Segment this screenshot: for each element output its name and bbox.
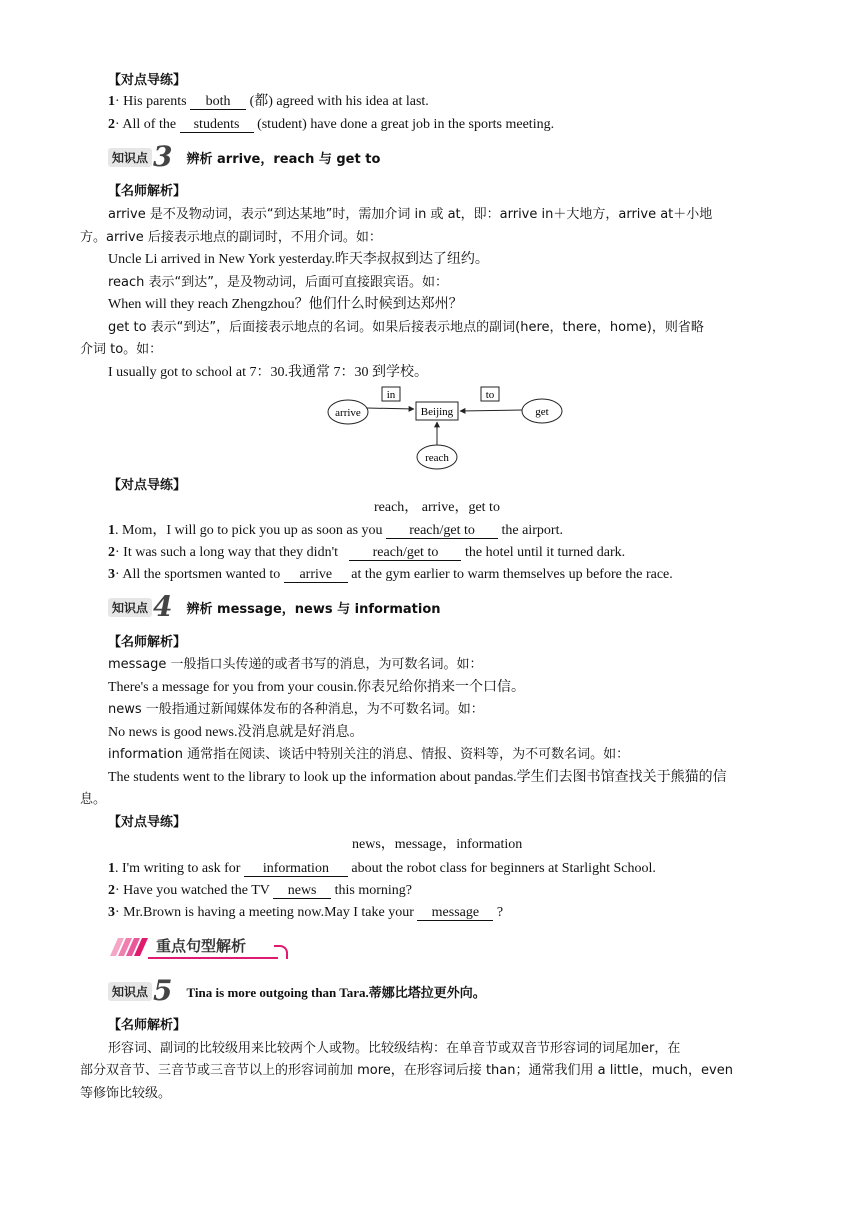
- practice-heading: 【对点导练】: [108, 478, 187, 493]
- question-3: 3· Mr.Brown is having a meeting now.May I take your message ?: [108, 905, 504, 920]
- question-number: 1: [108, 861, 115, 876]
- question-1: 1. I'm writing to ask for information about the robot class for beginners at Starlight School.: [108, 861, 656, 876]
- example-sentence: The students went to the library to look up the information about pandas.学生们去图书馆查找关于熊猫的信: [108, 770, 727, 785]
- question-text: about the robot class for beginners at Starlight School.: [351, 861, 656, 876]
- in-label: in: [386, 389, 396, 401]
- example-sentence: There's a message for you from your cousin.你表兄给你捎来一个口信。: [108, 680, 526, 695]
- stripes-icon: [108, 934, 148, 958]
- knowledge-point-title: Tina is more outgoing than Tara.蒂娜比塔拉更外向。: [186, 984, 486, 1000]
- question-number: 3: [108, 905, 115, 920]
- question-text: All of the: [122, 117, 177, 132]
- question-text: the hotel until it turned dark.: [464, 545, 626, 560]
- knowledge-point-tag: 知识点: [108, 148, 152, 167]
- question-text: (student) have done a great job in the sports meeting.: [257, 117, 555, 132]
- question-text: Mr.Brown is having a meeting now.May I take your: [123, 905, 414, 920]
- paragraph: 等修饰比较级。: [80, 1086, 172, 1101]
- question-number: 3: [108, 567, 115, 582]
- question-2: 2· It was such a long way that they didn't reach/get to the hotel until it turned dark.: [108, 545, 626, 560]
- paragraph: reach 表示“到达”，是及物动词，后面可直接跟宾语。如：: [108, 275, 449, 290]
- knowledge-point-title: 辨析 message，news 与 information: [186, 601, 441, 617]
- knowledge-point-number: 5: [153, 974, 173, 1007]
- arrive-label: arrive: [335, 407, 361, 419]
- answer-blank[interactable]: both: [190, 94, 246, 110]
- example-sentence: No news is good news.没消息就是好消息。: [108, 725, 364, 740]
- answer-blank[interactable]: reach/get to: [386, 523, 498, 539]
- beijing-label: Beijing: [420, 406, 454, 418]
- paragraph: information 通常指在阅读、谈话中特别关注的消息、情报、资料等，为不可数名词。如：: [108, 747, 630, 762]
- section-underline: [148, 957, 278, 959]
- explanation-heading: 【名师解析】: [108, 1018, 187, 1033]
- question-text: this morning?: [334, 883, 413, 898]
- answer-blank[interactable]: message: [417, 905, 493, 921]
- paragraph: news 一般指通过新闻媒体发布的各种消息，为不可数名词。如：: [108, 702, 484, 717]
- question-1: 1· His parents both (都) agreed with his idea at last.: [108, 94, 429, 109]
- example-sentence: I usually got to school at 7：30.我通常 7：30 到学校。: [108, 365, 429, 380]
- answer-blank[interactable]: news: [273, 883, 331, 899]
- question-text: Have you watched the TV: [123, 883, 270, 898]
- knowledge-point-number: 4: [153, 590, 173, 623]
- question-number: 2: [108, 545, 115, 560]
- question-1: 1. Mom，I will go to pick you up as soon as you reach/get to the airport.: [108, 523, 563, 538]
- section-title: 重点句型解析: [156, 937, 247, 955]
- paragraph: 方。arrive 后接表示地点的副词时，不用介词。如：: [80, 230, 382, 245]
- question-number: 1: [108, 94, 115, 109]
- question-text: Mom，I will go to pick you up as soon as you: [122, 523, 383, 538]
- practice-heading: 【对点导练】: [108, 73, 187, 88]
- paragraph: 部分双音节、三音节或三音节以上的形容词前加 more，在形容词后接 than；通常我们用 a little，much，even: [80, 1063, 733, 1078]
- reach-label: reach: [425, 452, 449, 464]
- explanation-heading: 【名师解析】: [108, 184, 187, 199]
- word-bank: reach， arrive，get to: [374, 500, 500, 515]
- section-hook: [274, 945, 288, 959]
- question-text: It was such a long way that they didn't: [123, 545, 338, 560]
- knowledge-point-tag: 知识点: [108, 982, 152, 1001]
- question-3: 3· All the sportsmen wanted to arrive at the gym earlier to warm themselves up before the race.: [108, 567, 673, 582]
- question-text: the airport.: [501, 523, 563, 538]
- arrive-reach-get-diagram: [320, 382, 570, 474]
- arrive-arrow: [367, 408, 414, 409]
- paragraph: message 一般指口头传递的或者书写的消息，为可数名词。如：: [108, 657, 483, 672]
- practice-heading: 【对点导练】: [108, 815, 187, 830]
- question-number: 2: [108, 117, 115, 132]
- answer-blank[interactable]: students: [180, 117, 254, 133]
- question-text: All the sportsmen wanted to: [122, 567, 281, 582]
- to-label: to: [485, 389, 495, 401]
- example-sentence: When will they reach Zhengzhou？他们什么时候到达郑州？: [108, 297, 463, 312]
- question-text: ?: [496, 905, 504, 920]
- knowledge-point-number: 3: [153, 140, 173, 173]
- word-bank: news，message，information: [352, 837, 523, 852]
- answer-blank[interactable]: arrive: [284, 567, 348, 583]
- question-text: at the gym earlier to warm themselves up before the race.: [351, 567, 673, 582]
- example-sentence: Uncle Li arrived in New York yesterday.昨天李叔叔到达了纽约。: [108, 252, 489, 267]
- answer-blank[interactable]: information: [244, 861, 348, 877]
- paragraph: 介词 to。如：: [80, 342, 163, 357]
- example-sentence: 息。: [80, 792, 107, 807]
- question-number: 2: [108, 883, 115, 898]
- question-number: 1: [108, 523, 115, 538]
- question-2: 2· All of the students (student) have done a great job in the sports meeting.: [108, 117, 555, 132]
- knowledge-point-tag: 知识点: [108, 598, 152, 617]
- answer-blank[interactable]: reach/get to: [349, 545, 461, 561]
- knowledge-point-title: 辨析 arrive，reach 与 get to: [186, 151, 381, 167]
- paragraph: arrive 是不及物动词，表示“到达某地”时，需加介词 in 或 at，即：arrive in＋大地方，arrive at＋小地: [108, 207, 713, 222]
- question-2: 2· Have you watched the TV news this morning?: [108, 883, 413, 898]
- get-arrow: [460, 410, 522, 411]
- question-text: I'm writing to ask for: [122, 861, 241, 876]
- section-header: [108, 932, 288, 960]
- knowledge-point-5-header: [108, 974, 486, 1007]
- get-label: get: [535, 406, 549, 418]
- paragraph: 形容词、副词的比较级用来比较两个人或物。比较级结构：在单音节或双音节形容词的词尾加er，在: [108, 1041, 681, 1056]
- paragraph: get to 表示“到达”，后面接表示地点的名词。如果后接表示地点的副词(here，there，home)，则省略: [108, 320, 704, 335]
- explanation-heading: 【名师解析】: [108, 635, 187, 650]
- question-text: (都) agreed with his idea at last.: [249, 94, 429, 109]
- question-text: His parents: [123, 94, 187, 109]
- knowledge-point-4-header: [108, 590, 441, 623]
- knowledge-point-3-header: [108, 140, 381, 173]
